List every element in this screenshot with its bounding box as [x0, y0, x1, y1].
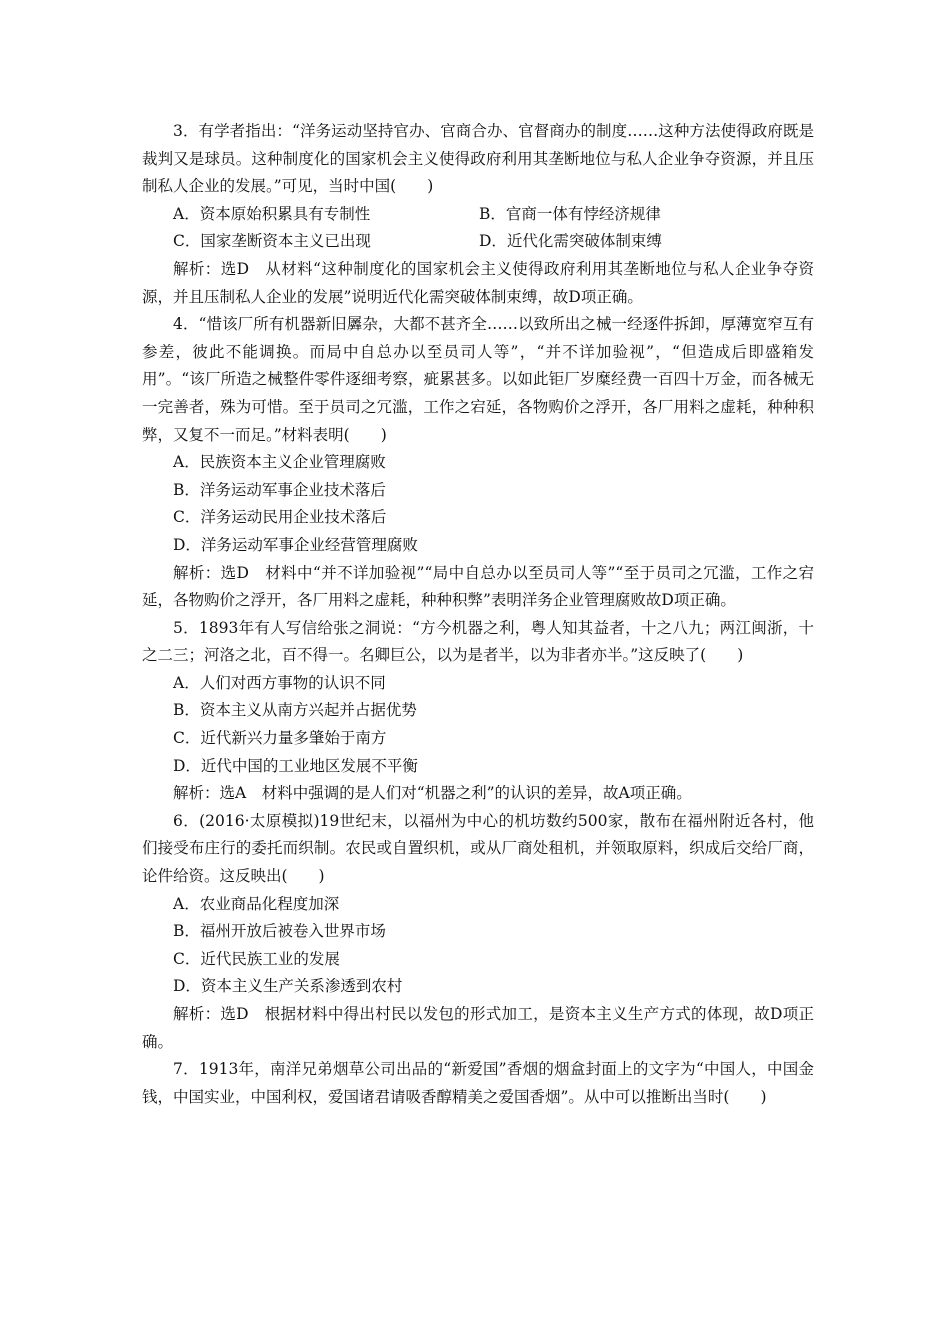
question-6-option-b: B．福州开放后被卷入世界市场	[173, 922, 386, 941]
question-5-stem: 5．1893年有人写信给张之洞说：“方今机器之利，粤人知其益者，十之八九；两江闽浙，十之二三；河洛之北，百不得一。名卿巨公，以为是者半，以为非者亦半。”这反映了( )	[142, 618, 814, 665]
question-3-options-row-1	[142, 201, 814, 229]
question-4-option-b: B．洋务运动军事企业技术落后	[173, 480, 386, 499]
question-3-analysis: 解析：选D 从材料“这种制度化的国家机会主义使得政府利用其垄断地位与私人企业争夺资源，并且压制私人企业的发展”说明近代化需突破体制束缚，故D项正确。	[142, 259, 814, 306]
question-6-option-c: C．近代民族工业的发展	[173, 949, 340, 968]
question-6-analysis: 解析：选D 根据材料中得出村民以发包的形式加工，是资本主义生产方式的体现，故D项正确。	[142, 1005, 814, 1051]
document-body	[142, 118, 814, 1111]
question-3-stem: 3．有学者指出：“洋务运动坚持官办、官商合办、官督商办的制度……这种方法使得政府既是裁判又是球员。这种制度化的国家机会主义使得政府利用其垄断地位与私人企业争夺资源，并且压制私人企业的发展。”可见，当时中国( )	[142, 122, 814, 196]
question-3-option-a: A．资本原始积累具有专制性	[173, 204, 371, 223]
question-5-option-d: D．近代中国的工业地区发展不平衡	[173, 756, 418, 775]
question-4-analysis: 解析：选D 材料中“并不详加验视”“局中自总办以至员司人等”“至于员司之冗滥，工作之宕延，各物购价之浮开，各厂用料之虚耗，种种积弊”表明洋务企业管理腐败故D项正确。	[142, 563, 814, 610]
question-4-stem: 4．“惜该厂所有机器新旧羼杂，大都不甚齐全……以致所出之械一经逐件拆卸，厚薄宽窄互有参差，彼此不能调换。而局中自总办以至员司人等”，“并不详加验视”，“但造成后即盛箱发用”。“该厂所造之械整件零件逐细考察，疵累甚多。以如此钜厂岁糜经费一百四十万金，而各械无一完善者，殊为可惜。至于员司之冗滥，工作之宕延，各物购价之浮开，各厂用料之虚耗，种种积弊，又复不一而足。”材料表明( )	[142, 315, 814, 444]
question-6-stem: 6．(2016·太原模拟)19世纪末，以福州为中心的机坊数约500家，散布在福州附近各村，他们接受布庄行的委托而织制。农民或自置织机，或从厂商处租机，并领取原料，织成后交给厂商，论件给资。这反映出( )	[142, 811, 814, 886]
question-5-analysis: 解析：选A 材料中强调的是人们对“机器之利”的认识的差异，故A项正确。	[173, 784, 692, 803]
question-3-option-c: C．国家垄断资本主义已出现	[173, 232, 371, 251]
question-4-option-a: A．民族资本主义企业管理腐败	[173, 453, 386, 472]
question-3-option-d: D．近代化需突破体制束缚	[479, 232, 662, 251]
question-6-option-a: A．农业商品化程度加深	[173, 894, 340, 913]
question-3-options-row-2	[142, 228, 814, 256]
question-3-option-b: B．官商一体有悖经济规律	[479, 204, 661, 223]
question-5-option-c: C．近代新兴力量多肇始于南方	[173, 729, 387, 748]
question-6-option-d: D．资本主义生产关系渗透到农村	[173, 977, 403, 996]
question-5-option-a: A．人们对西方事物的认识不同	[173, 673, 386, 692]
question-4-option-d: D．洋务运动军事企业经营管理腐败	[173, 535, 418, 554]
question-5-option-b: B．资本主义从南方兴起并占据优势	[173, 701, 417, 720]
question-4-option-c: C．洋务运动民用企业技术落后	[173, 508, 387, 527]
question-7-stem: 7．1913年，南洋兄弟烟草公司出品的“新爱国”香烟的烟盒封面上的文字为“中国人，中国金钱，中国实业，中国利权，爱国诸君请吸香醇精美之爱国香烟”。从中可以推断出当时( )	[142, 1060, 814, 1106]
